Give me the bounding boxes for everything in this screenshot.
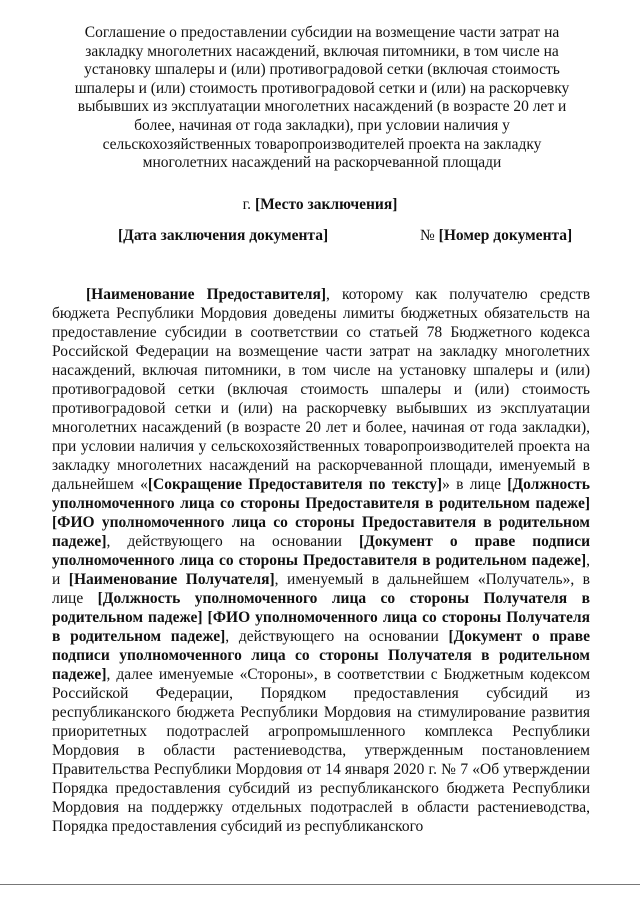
place-line [0, 196, 640, 214]
number-line [420, 227, 572, 245]
body-segment: [Документ о праве подписи уполномоченного лица со стороны Получателя в родительном падеже] [52, 628, 591, 683]
document-title: Соглашение о предоставлении субсидии на возмещение части затрат на закладку многолетних насаждений, включая питомники, в том числе на установку шпалеры и (или) противоградовой сетки (включая стоимость шпалеры и (или) стоимость противоградовой сетки и (или) на раскорчевку выбывших из эксплуатации многолетних насаждений (в возрасте 20 лет и более, начиная от года закладки), при условии наличия у сельскохозяйственных товаропроизводителей проекта на закладку многолетних насаждений на раскорчеванной площади [74, 24, 570, 172]
body-segment: , далее именуемые «Стороны», в соответствии с Бюджетным кодексом Российской Федерации, Порядком предоставления субсидий из республиканского бюджета Республики Мордовия на стимулирование развития приоритетных подотраслей агропромышленного комплекса Республики Мордовия в области растениеводства, утвержденным постановлением Правительства Республики Мордовия от 14 января 2020 г. № 7 «Об утверждении Порядка предоставления субсидий из республиканского бюджета Республики Мордовия на поддержку отдельных подотраслей в области растениеводства, Порядка предоставления субсидий из республиканского [52, 666, 590, 835]
body-segment: [Должность уполномоченного лица со стороны Получателя в родительном падеже] [ФИО уполномоченного лица со стороны Получателя в родительном падеже] [52, 590, 590, 645]
body-segment: [Наименование Получателя] [68, 571, 275, 588]
body-segment: [Наименование Предоставителя] [86, 286, 326, 303]
body-segment: [Документ о праве подписи уполномоченного лица со стороны Предоставителя в родительном падеже] [52, 533, 590, 569]
body-paragraph [52, 285, 590, 836]
number-prefix: № [420, 227, 439, 244]
place-prefix: г. [242, 196, 255, 213]
place-field: [Место заключения] [254, 196, 398, 213]
body-segment: [Должность уполномоченного лица со стороны Предоставителя в родительном падеже] [ФИО уполномоченного лица со стороны Предоставителя в родительном падеже] [52, 476, 590, 550]
body-segment: » в лице [442, 476, 508, 493]
number-field: [Номер документа] [438, 227, 573, 244]
page-bottom-rule [0, 884, 640, 885]
body-segment: , и [52, 552, 590, 588]
body-segment: , действующего на основании [106, 533, 360, 550]
date-field: [Дата заключения документа] [118, 227, 329, 244]
body-segment: , которому как получателю средств бюджета Республики Мордовия доведены лимиты бюджетных обязательств на предоставление субсидии в соответствии со статьей 78 Бюджетного кодекса Российской Федерации на возмещение части затрат на закладку многолетних насаждений, включая питомники, в том числе на установку шпалеры и (или) противоградовой сетки (включая стоимость шпалеры и (или) стоимость противоградовой сетки и (или) на раскорчевку выбывших из эксплуатации многолетних насаждений (в возрасте 20 лет и более, начиная от года закладки), при условии наличия у сельскохозяйственных товаропроизводителей проекта на закладку многолетних насаждений на раскорчеванной площади, именуемый в дальнейшем « [52, 286, 591, 493]
body-segment: , именуемый в дальнейшем «Получатель», в лице [52, 571, 591, 607]
body-segment: [Сокращение Предоставителя по тексту] [147, 476, 443, 493]
body-segment: , действующего на основании [225, 628, 449, 645]
